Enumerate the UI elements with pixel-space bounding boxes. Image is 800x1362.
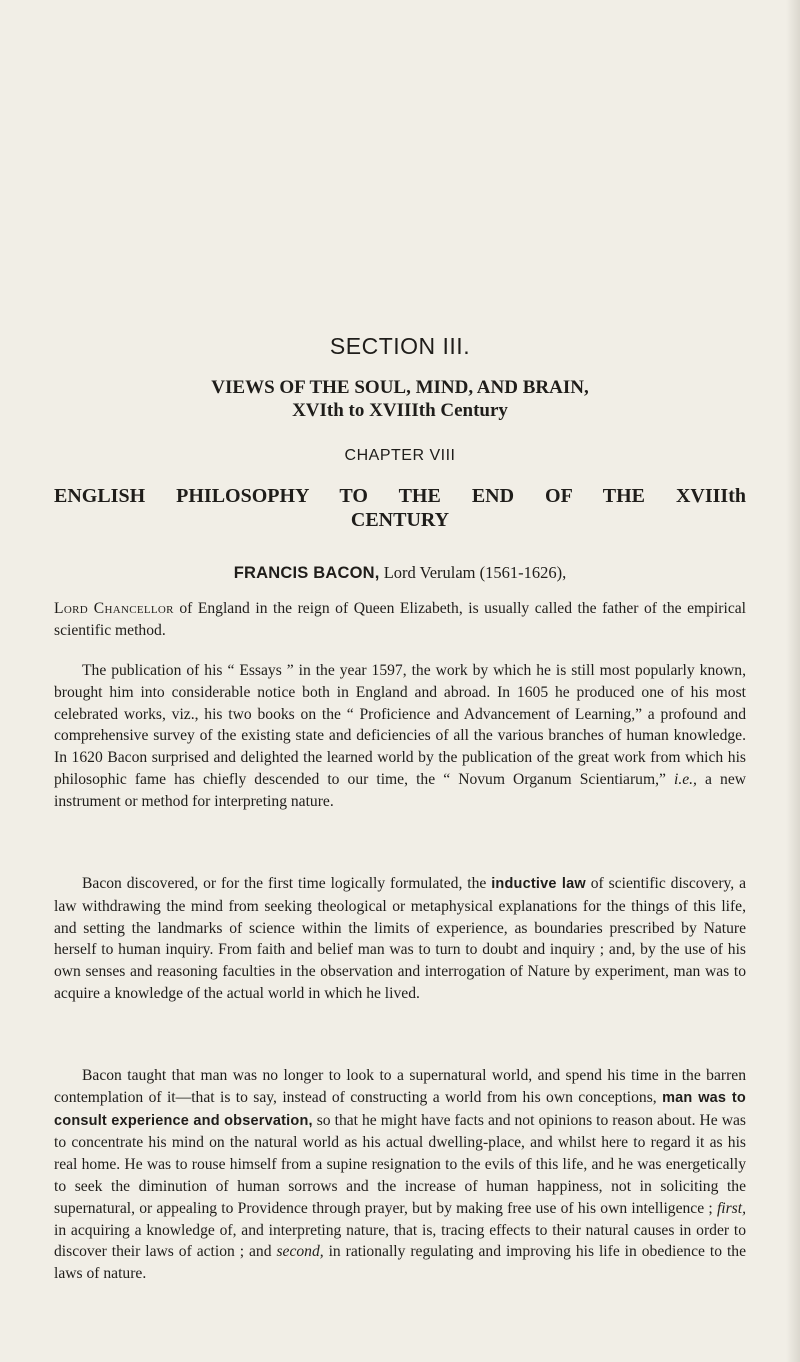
essays-text-b: a new instrument or method for interpreting nature. — [54, 770, 747, 810]
first-italic: first, — [716, 1199, 746, 1217]
paragraph-inductive-law — [54, 873, 746, 1005]
chapter-title — [54, 484, 746, 532]
paragraph-intro — [54, 598, 746, 642]
subject-title: Lord Verulam (1561-1626), — [379, 563, 567, 582]
experience-text-a: Bacon taught that man was no longer to look to a supernatural world, and spend his time in the barren contemplation of it—that is to say, instead of constructing a world from his own conceptions, — [54, 1067, 746, 1106]
chapter-label: CHAPTER VIII — [344, 447, 456, 464]
experience-text-d: in rationally regulating and improving his life in obedience to the laws of nature. — [54, 1243, 746, 1283]
paragraph-essays — [54, 660, 746, 813]
subject-line — [0, 563, 800, 583]
section-heading: SECTION III. — [329, 333, 471, 359]
experience-text-b: so that he might have facts and not opinions to reason about. He was to concentrate his mind on the natural world as his actual dwelling-place, and whilst here to regard it as his real home. He was to rouse himself from a supine resignation to the evils of this life, and he was energetically to seek the diminution of human sorrows and the increase of human happiness, not in soliciting the supernatural, or appealing to Providence through prayer, but by making free use of his own intelligence ; — [54, 1111, 746, 1217]
chapter-title-line-2: CENTURY — [350, 509, 450, 531]
second-italic: second, — [276, 1243, 324, 1261]
page-edge-shadow — [786, 0, 800, 1362]
subject-name: FRANCIS BACON, — [233, 564, 380, 582]
essays-text-a: The publication of his “ Essays ” in the year 1597, the work by which he is still most popularly known, brought him into considerable notice both in England and abroad. In 1605 he produced one of his most celebrated works, viz., his two books on the “ Proficience and Advancement of Learning,” a profound and comprehensive survey of the existing state and deficiencies of all the various branches of human knowledge. In 1620 Bacon surprised and delighted the learned world by the publication of the great work from which his philosophic fame has chiefly descended to our time, the “ Novum Organum Scientiarum,” — [54, 662, 746, 788]
experience-text-c: in acquiring a knowledge of, and interpreting nature, that is, tracing effects to their natural causes in order to discover their laws of action ; and — [54, 1221, 746, 1261]
chapter-title-line-1: ENGLISH PHILOSOPHY TO THE END OF THE XVIIIth — [54, 485, 746, 507]
inductive-text-a: Bacon discovered, or for the first time logically formulated, the — [82, 875, 492, 892]
part-title — [0, 376, 800, 422]
paragraph-experience — [54, 1065, 746, 1285]
inductive-law-bold: inductive law — [491, 876, 586, 892]
ie-italic: i.e., — [674, 770, 697, 788]
intro-text: of England in the reign of Queen Elizabeth, is usually called the father of the empirical scientific method. — [54, 600, 746, 639]
part-title-line-2: XVIth to XVIIIth Century — [292, 400, 508, 421]
inductive-text-b: of scientific discovery, a law withdrawing the mind from seeking theological or metaphysical explanations for the things of this life, and setting the landmarks of science within the limits of experience, as boundaries prescribed by Nature herself to human inquiry. From faith and belief man was to turn to doubt and inquiry ; and, by the use of his own senses and reasoning faculties in the observation and interrogation of Nature by experiment, man was to acquire a knowledge of the actual world in which he lived. — [54, 875, 747, 1002]
lord-chancellor-smallcaps: Lord Chancellor — [54, 600, 174, 617]
consult-experience-bold: man was to consult experience and observation, — [54, 1089, 746, 1129]
part-title-line-1: VIEWS OF THE SOUL, MIND, AND BRAIN, — [211, 377, 589, 398]
